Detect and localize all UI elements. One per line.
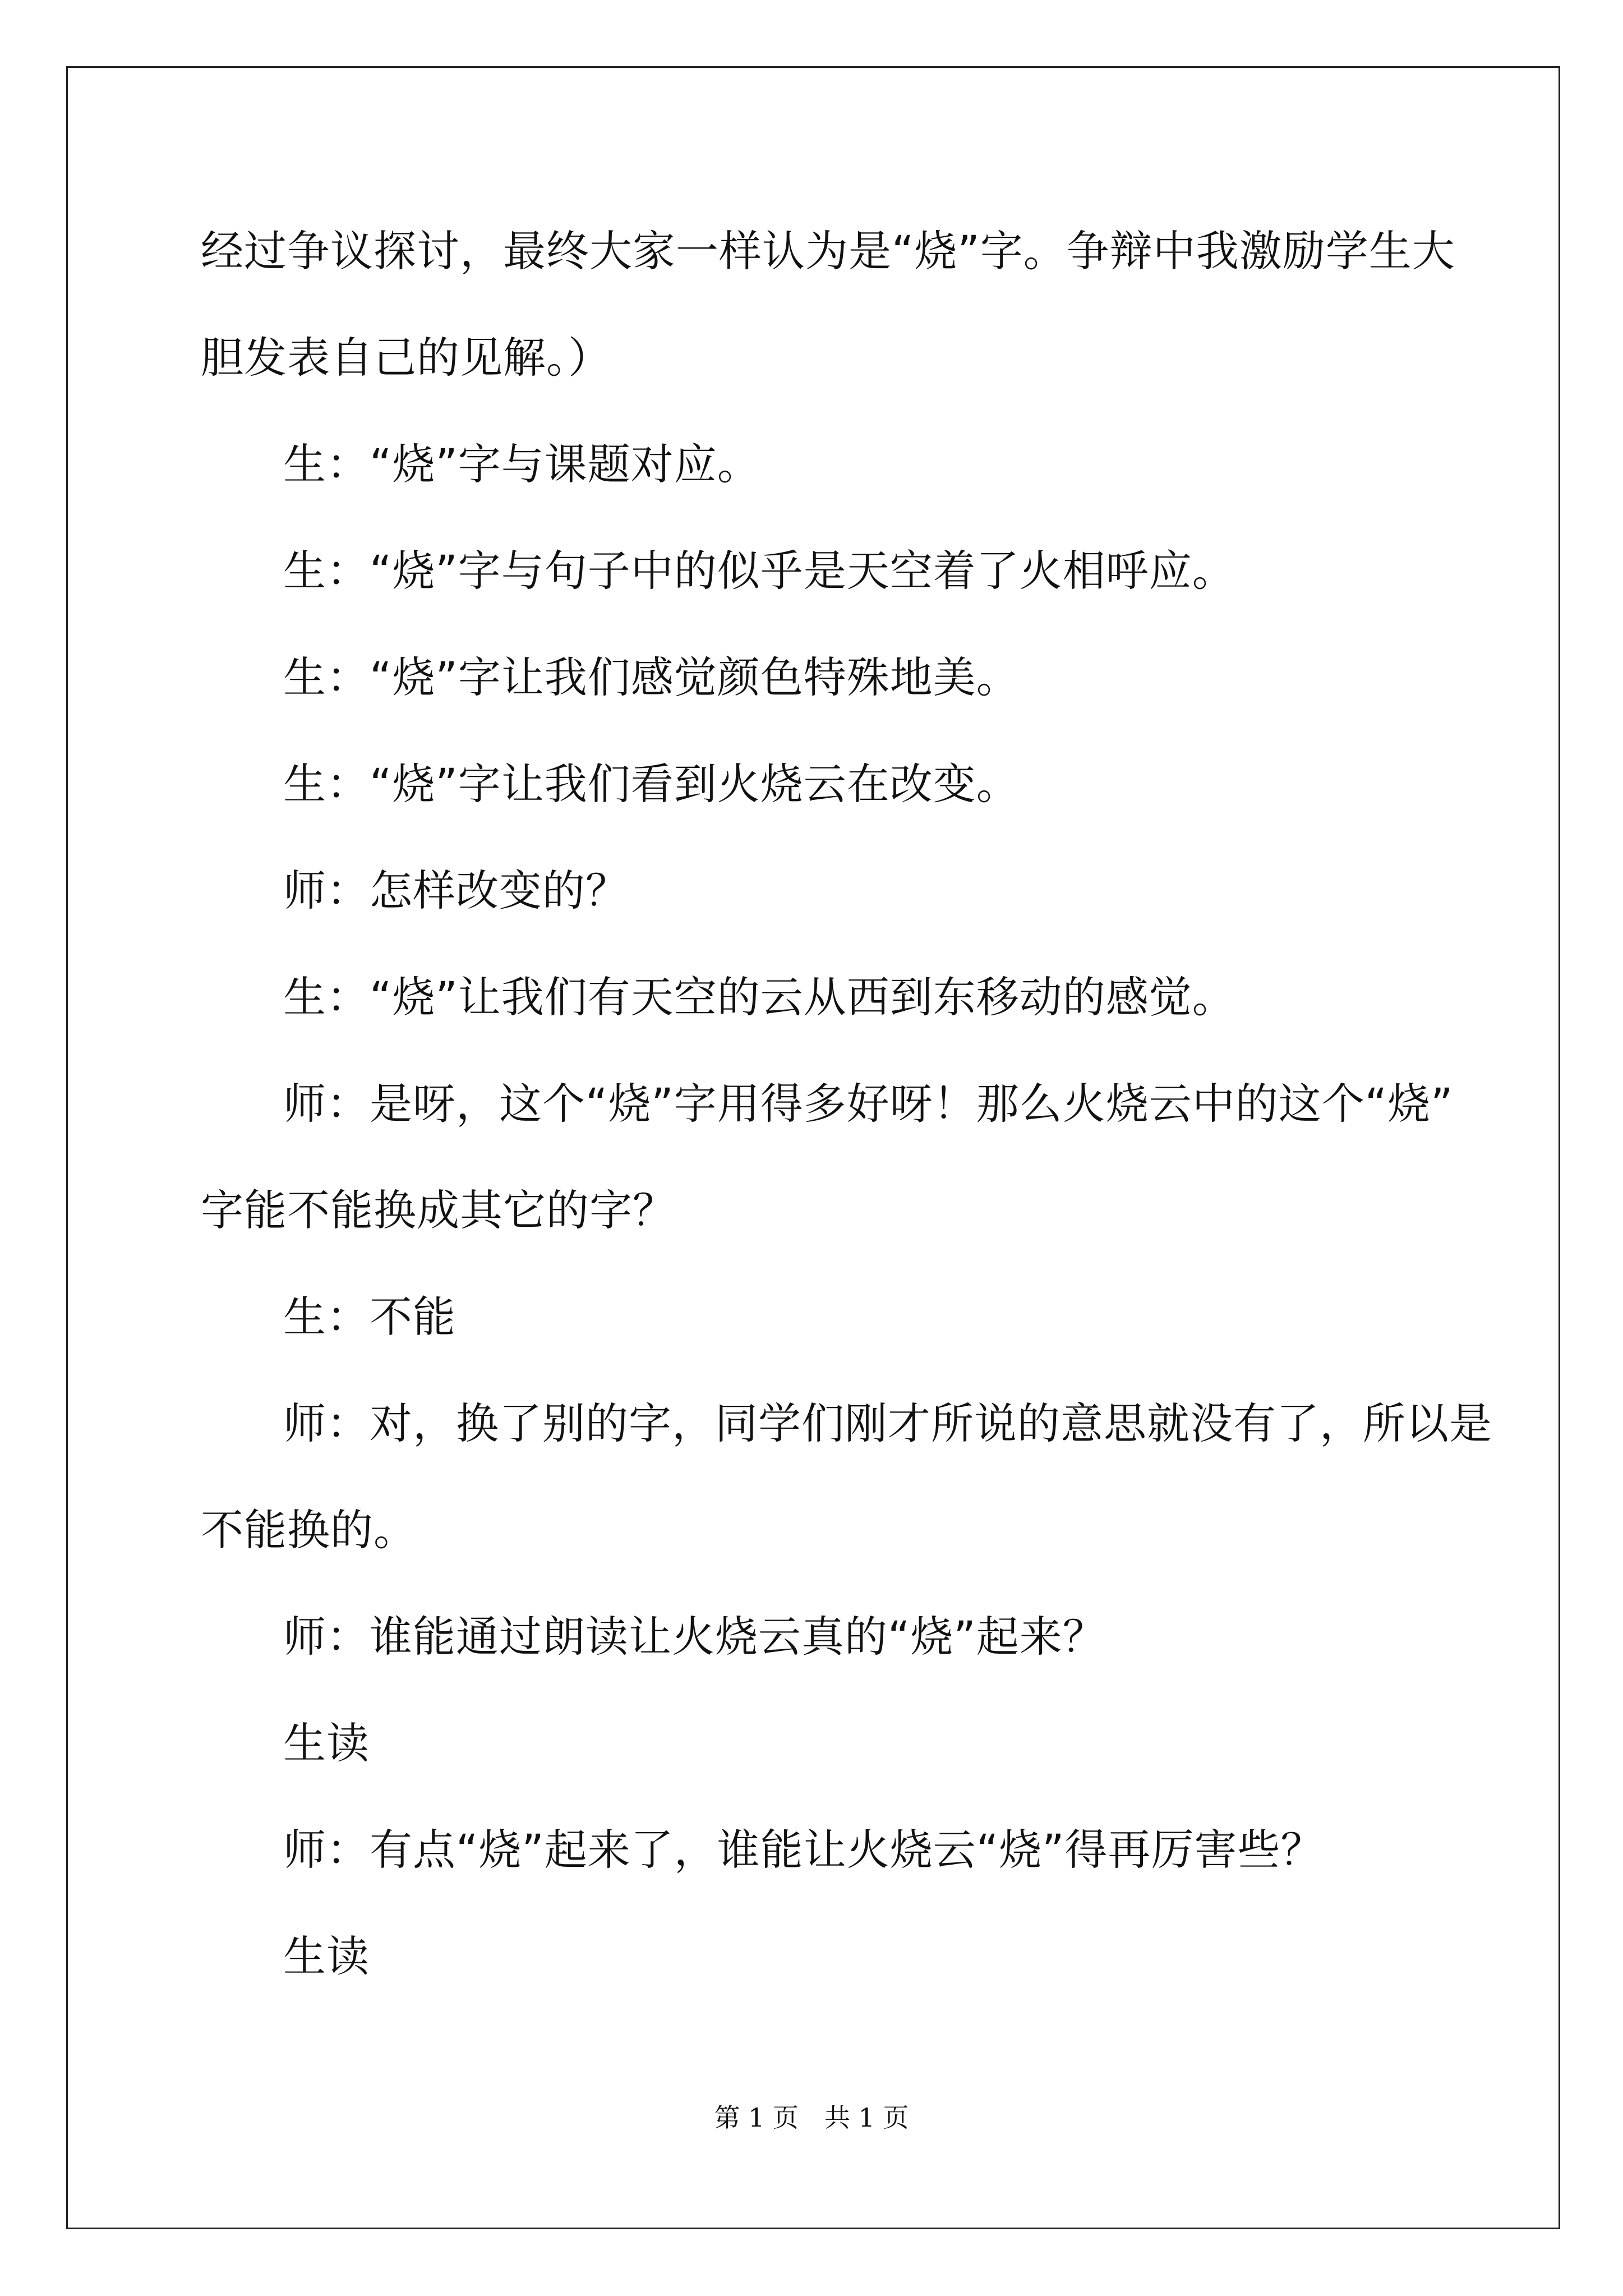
text-line: 师：对，换了别的字，同学们刚才所说的意思就没有了，所以是 [283, 1398, 1492, 1448]
text-line: 不能换的。 [201, 1505, 417, 1555]
text-line: 字能不能换成其它的字？ [201, 1185, 676, 1235]
page-border [66, 66, 1560, 2229]
text-line: 生读 [283, 1931, 370, 1981]
text-line: 生：“烧”字让我们感觉颜色特殊地美。 [283, 652, 1020, 702]
page-number: 第 1 页 共 1 页 [714, 2102, 909, 2133]
text-line: 生：“烧”字与课题对应。 [283, 439, 760, 489]
text-line: 胆发表自己的见解。） [201, 333, 611, 383]
text-line: 生：“烧”字让我们看到火烧云在改变。 [283, 759, 1020, 809]
text-line: 师：是呀，这个“烧”字用得多好呀！那么火烧云中的这个“烧” [283, 1079, 1454, 1129]
text-line: 师：有点“烧”起来了，谁能让火烧云“烧”得再厉害些？ [283, 1825, 1324, 1875]
text-line: 生：不能 [283, 1292, 456, 1342]
text-line: 师：怎样改变的？ [283, 866, 629, 915]
text-line: 经过争议探讨，最终大家一样认为是“烧”字。争辩中我激励学生大 [201, 226, 1455, 276]
text-line: 师：谁能通过朗读让火烧云真的“烧”起来？ [283, 1612, 1106, 1662]
text-line: 生：“烧”字与句子中的似乎是天空着了火相呼应。 [283, 546, 1235, 596]
text-line: 生读 [283, 1718, 370, 1768]
text-line: 生：“烧”让我们有天空的云从西到东移动的感觉。 [283, 972, 1235, 1022]
